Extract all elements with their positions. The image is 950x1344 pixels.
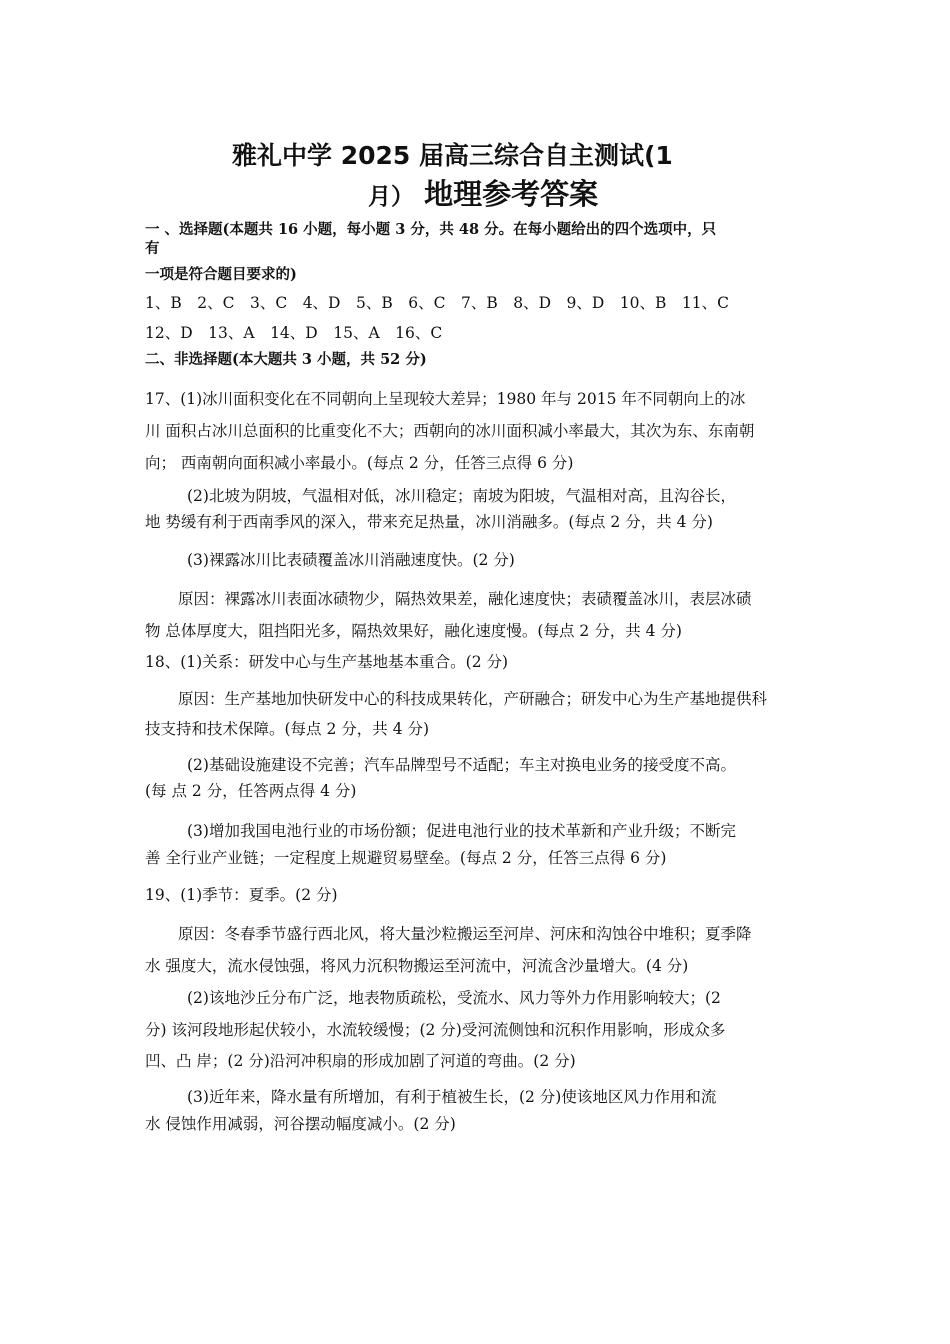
choice-answers-row1: 1、B 2、C 3、C 4、D 5、B 6、C 7、B 8、D 9、D 10、B 11、C — [145, 294, 729, 312]
answer-line: (2)该地沙丘分布广泛，地表物质疏松，受流水、风力等外力作用影响较大；(2 — [187, 989, 721, 1007]
answer-line: 原因：冬春季节盛行西北风，将大量沙粒搬运至河岸、河床和沟蚀谷中堆积；夏季降 — [178, 925, 752, 943]
answer-line: 原因：裸露冰川表面冰碛物少，隔热效果差，融化速度快；表碛覆盖冰川，表层冰碛 — [178, 590, 752, 608]
page-title-line1: 雅礼中学 2025 届高三综合自主测试(1 — [232, 141, 673, 170]
answer-line: (3)增加我国电池行业的市场份额；促进电池行业的技术革新和产业升级；不断完 — [187, 822, 736, 840]
answer-line: 凹、凸 岸；(2 分)沿河冲积扇的形成加剧了河道的弯曲。(2 分) — [145, 1052, 576, 1070]
answer-line: 原因：生产基地加快研发中心的科技成果转化，产研融合；研发中心为生产基地提供科 — [178, 690, 768, 708]
page-title-line2 — [368, 172, 598, 213]
answer-line: 川 面积占冰川总面积的比重变化不大；西朝向的冰川面积减小率最大，其次为东、东南朝 — [145, 422, 755, 440]
answer-line: (3)裸露冰川比表碛覆盖冰川消融速度快。(2 分) — [187, 551, 515, 569]
answer-line: (3)近年来，降水量有所增加，有利于植被生长，(2 分)使该地区风力作用和流 — [187, 1088, 717, 1106]
answer-line: 善 全行业产业链；一定程度上规避贸易壁垒。(每点 2 分，任答三点得 6 分) — [145, 849, 667, 867]
answer-line: 19、(1)季节：夏季。(2 分) — [145, 886, 338, 904]
answer-line: 技支持和技术保障。(每点 2 分，共 4 分) — [145, 720, 430, 738]
answer-line: (2)北坡为阴坡，气温相对低，冰川稳定；南坡为阳坡，气温相对高，且沟谷长， — [187, 487, 736, 505]
section2-heading: 二、非选择题(本大题共 3 小题，共 52 分) — [145, 351, 427, 368]
answer-line: (每 点 2 分，任答两点得 4 分) — [145, 782, 357, 800]
answer-line: 向； 西南朝向面积减小率最小。(每点 2 分，任答三点得 6 分) — [145, 454, 574, 472]
answer-line: 水 侵蚀作用减弱，河谷摆动幅度减小。(2 分) — [145, 1115, 456, 1133]
answer-line: 18、(1)关系：研发中心与生产基地基本重合。(2 分) — [145, 653, 509, 671]
section1-heading-cont2: 一项是符合题目要求的) — [145, 266, 297, 283]
section1-heading-cont: 有 — [145, 240, 160, 257]
answer-line: 分) 该河段地形起伏较小，水流较缓慢；(2 分)受河流侧蚀和沉积作用影响，形成众多 — [145, 1021, 726, 1039]
answer-line: (2)基础设施建设不完善；汽车品牌型号不适配；车主对换电业务的接受度不高。 — [187, 756, 736, 774]
title-subject: 地理参考答案 — [424, 177, 599, 211]
answer-line: 水 强度大，流水侵蚀强，将风力沉积物搬运至河流中，河流含沙量增大。(4 分) — [145, 957, 689, 975]
choice-answers-row2: 12、D 13、A 14、D 15、A 16、C — [145, 324, 443, 342]
title-month: 月） — [368, 184, 414, 210]
answer-line: 地 势缓有利于西南季风的深入，带来充足热量，冰川消融多。(每点 2 分，共 4 分) — [145, 513, 713, 531]
answer-line: 17、(1)冰川面积变化在不同朝向上呈现较大差异；1980 年与 2015 年不同朝向上的冰 — [145, 390, 746, 408]
answer-line: 物 总体厚度大，阻挡阳光多，隔热效果好，融化速度慢。(每点 2 分，共 4 分) — [145, 622, 682, 640]
section1-heading: 一 、选择题(本题共 16 小题，每小题 3 分，共 48 分。在每小题给出的四个选项中，只 — [145, 221, 717, 238]
